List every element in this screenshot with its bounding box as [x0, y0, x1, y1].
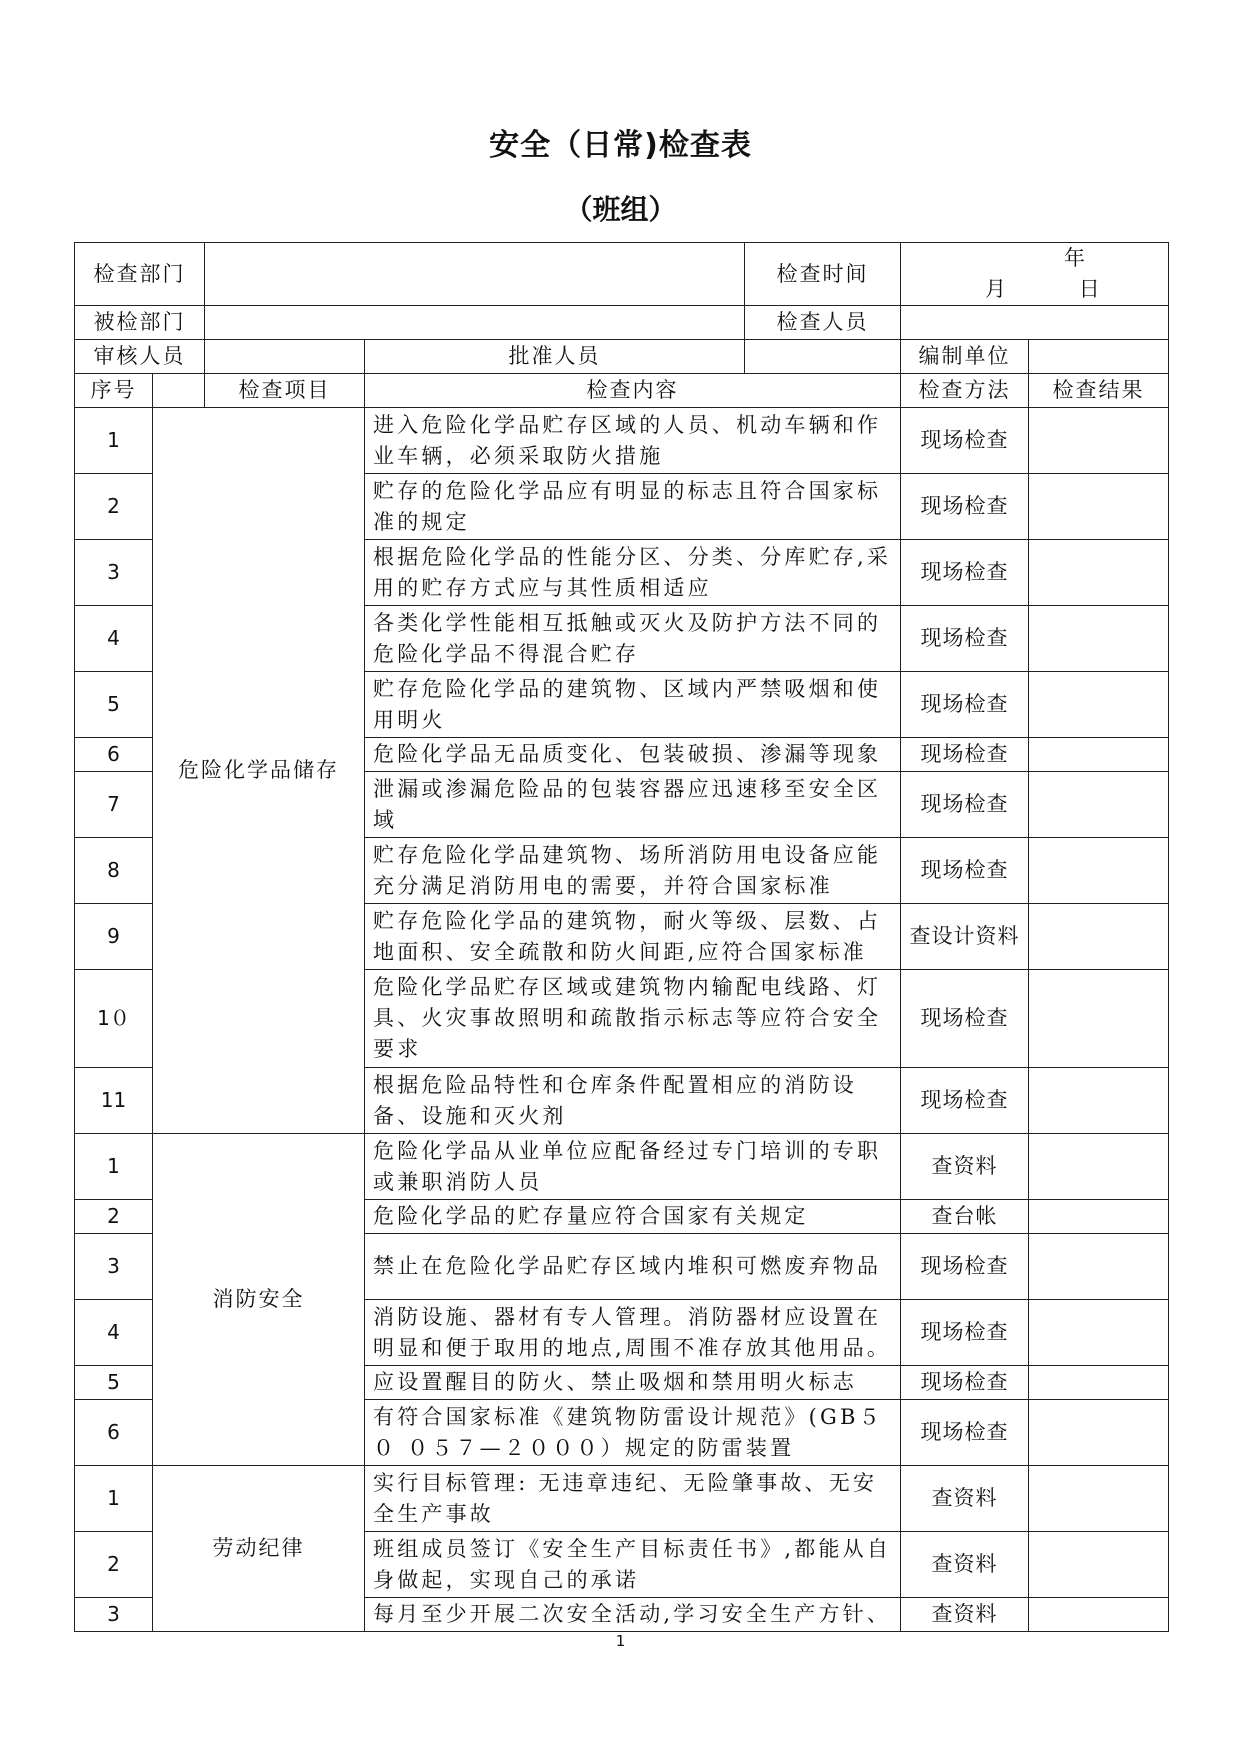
- col-item: 检查项目: [205, 374, 365, 408]
- check-method: 现场检查: [901, 672, 1029, 738]
- reviewer-field[interactable]: [205, 340, 365, 374]
- check-result-field[interactable]: [1029, 1532, 1169, 1598]
- table-row: [75, 1134, 1169, 1200]
- check-method: 现场检查: [901, 738, 1029, 772]
- check-content: 消防设施、器材有专人管理。消防器材应设置在明显和便于取用的地点,周围不准存放其他用品。: [365, 1300, 901, 1366]
- row-number: 6: [75, 1400, 153, 1466]
- check-content: 贮存的危险化学品应有明显的标志且符合国家标准的规定: [365, 474, 901, 540]
- check-method: 现场检查: [901, 772, 1029, 838]
- col-method: 检查方法: [901, 374, 1029, 408]
- check-content: 每月至少开展二次安全活动,学习安全生产方针、: [365, 1598, 901, 1632]
- check-item-group: 劳动纪律: [153, 1466, 365, 1632]
- inspection-table: [74, 242, 1169, 1632]
- check-content: 危险化学品从业单位应配备经过专门培训的专职或兼职消防人员: [365, 1134, 901, 1200]
- column-header-row: [75, 374, 1169, 408]
- check-method: 现场检查: [901, 540, 1029, 606]
- row-number: 5: [75, 1366, 153, 1400]
- check-method: 查资料: [901, 1532, 1029, 1598]
- check-method: 查台帐: [901, 1200, 1029, 1234]
- row-number: 8: [75, 838, 153, 904]
- check-content: 危险化学品的贮存量应符合国家有关规定: [365, 1200, 901, 1234]
- row-number: 4: [75, 606, 153, 672]
- document-subtitle: （班组）: [564, 193, 677, 226]
- check-content: 实行目标管理: 无违章违纪、无险肇事故、无安全生产事故: [365, 1466, 901, 1532]
- check-content: 班组成员签订《安全生产目标责任书》,都能从自身做起，实现自己的承诺: [365, 1532, 901, 1598]
- check-method: 现场检查: [901, 408, 1029, 474]
- row-number: 2: [75, 474, 153, 540]
- col-content: 检查内容: [365, 374, 901, 408]
- check-result-field[interactable]: [1029, 474, 1169, 540]
- check-result-field[interactable]: [1029, 408, 1169, 474]
- check-content: 危险化学品贮存区域或建筑物内输配电线路、灯具、火灾事故照明和疏散指示标志等应符合安全要求: [365, 970, 901, 1068]
- table-row: [75, 1466, 1169, 1532]
- check-method: 查设计资料: [901, 904, 1029, 970]
- col-result: 检查结果: [1029, 374, 1169, 408]
- check-content: 贮存危险化学品的建筑物、区域内严禁吸烟和使用明火: [365, 672, 901, 738]
- check-method: 现场检查: [901, 474, 1029, 540]
- check-result-field[interactable]: [1029, 672, 1169, 738]
- reviewer-label: 审核人员: [75, 340, 205, 374]
- row-number: 5: [75, 672, 153, 738]
- check-result-field[interactable]: [1029, 540, 1169, 606]
- check-method: 查资料: [901, 1134, 1029, 1200]
- row-number: 7: [75, 772, 153, 838]
- header-row-department: [75, 243, 1169, 306]
- col-blank: [153, 374, 205, 408]
- check-result-field[interactable]: [1029, 1366, 1169, 1400]
- check-method: 查资料: [901, 1598, 1029, 1632]
- inspected-field[interactable]: [205, 306, 745, 340]
- check-content: 根据危险品特性和仓库条件配置相应的消防设备、设施和灭火剂: [365, 1068, 901, 1134]
- approver-field[interactable]: [745, 340, 901, 374]
- check-result-field[interactable]: [1029, 1598, 1169, 1632]
- unit-field[interactable]: [1029, 340, 1169, 374]
- check-item-group: 消防安全: [153, 1134, 365, 1466]
- page-number: 1: [615, 1632, 626, 1650]
- check-content: 进入危险化学品贮存区域的人员、机动车辆和作业车辆，必须采取防火措施: [365, 408, 901, 474]
- check-result-field[interactable]: [1029, 606, 1169, 672]
- time-label: 检查时间: [745, 243, 901, 306]
- check-method: 现场检查: [901, 1366, 1029, 1400]
- check-method: 查资料: [901, 1466, 1029, 1532]
- row-number: 4: [75, 1300, 153, 1366]
- row-number: 2: [75, 1532, 153, 1598]
- check-result-field[interactable]: [1029, 1400, 1169, 1466]
- check-method: 现场检查: [901, 1234, 1029, 1300]
- check-item-group: 危险化学品储存: [153, 408, 365, 1134]
- row-number: 9: [75, 904, 153, 970]
- check-method: 现场检查: [901, 838, 1029, 904]
- check-content: 应设置醒目的防火、禁止吸烟和禁用明火标志: [365, 1366, 901, 1400]
- check-method: 现场检查: [901, 606, 1029, 672]
- check-result-field[interactable]: [1029, 970, 1169, 1068]
- check-result-field[interactable]: [1029, 904, 1169, 970]
- check-result-field[interactable]: [1029, 1134, 1169, 1200]
- inspector-label: 检查人员: [745, 306, 901, 340]
- header-row-inspected: [75, 306, 1169, 340]
- unit-label: 编制单位: [901, 340, 1029, 374]
- row-number: 1: [75, 1134, 153, 1200]
- row-number: 1: [75, 1466, 153, 1532]
- row-number: 6: [75, 738, 153, 772]
- row-number: 2: [75, 1200, 153, 1234]
- check-result-field[interactable]: [1029, 772, 1169, 838]
- time-field[interactable]: [901, 243, 1169, 306]
- date-month: 月: [985, 277, 1007, 301]
- date-year: 年: [1064, 246, 1086, 270]
- check-content: 危险化学品无品质变化、包装破损、渗漏等现象: [365, 738, 901, 772]
- dept-field[interactable]: [205, 243, 745, 306]
- check-result-field[interactable]: [1029, 1466, 1169, 1532]
- row-number: 3: [75, 1234, 153, 1300]
- check-content: 各类化学性能相互抵触或灭火及防护方法不同的危险化学品不得混合贮存: [365, 606, 901, 672]
- row-number: 1: [75, 408, 153, 474]
- header-row-approval: [75, 340, 1169, 374]
- inspected-label: 被检部门: [75, 306, 205, 340]
- row-number: 1０: [75, 970, 153, 1068]
- check-result-field[interactable]: [1029, 1234, 1169, 1300]
- check-result-field[interactable]: [1029, 1300, 1169, 1366]
- col-seq: 序号: [75, 374, 153, 408]
- check-content: 贮存危险化学品的建筑物，耐火等级、层数、占地面积、安全疏散和防火间距,应符合国家标准: [365, 904, 901, 970]
- check-method: 现场检查: [901, 1300, 1029, 1366]
- check-content: 有符合国家标准《建筑物防雷设计规范》(GB５０ ０５７—２０００）规定的防雷装置: [365, 1400, 901, 1466]
- check-content: 贮存危险化学品建筑物、场所消防用电设备应能充分满足消防用电的需要，并符合国家标准: [365, 838, 901, 904]
- date-day: 日: [1078, 277, 1100, 301]
- check-method: 现场检查: [901, 1400, 1029, 1466]
- inspector-field[interactable]: [901, 306, 1169, 340]
- check-result-field[interactable]: [1029, 838, 1169, 904]
- check-content: 根据危险化学品的性能分区、分类、分库贮存,采用的贮存方式应与其性质相适应: [365, 540, 901, 606]
- check-method: 现场检查: [901, 970, 1029, 1068]
- check-result-field[interactable]: [1029, 1068, 1169, 1134]
- document-title: 安全（日常)检查表: [489, 128, 752, 163]
- check-content: 禁止在危险化学品贮存区域内堆积可燃废弃物品: [365, 1234, 901, 1300]
- check-method: 现场检查: [901, 1068, 1029, 1134]
- approver-label: 批准人员: [365, 340, 745, 374]
- row-number: 3: [75, 540, 153, 606]
- check-result-field[interactable]: [1029, 1200, 1169, 1234]
- check-result-field[interactable]: [1029, 738, 1169, 772]
- row-number: 11: [75, 1068, 153, 1134]
- check-content: 泄漏或渗漏危险品的包装容器应迅速移至安全区域: [365, 772, 901, 838]
- row-number: 3: [75, 1598, 153, 1632]
- dept-label: 检查部门: [75, 243, 205, 306]
- table-row: [75, 408, 1169, 474]
